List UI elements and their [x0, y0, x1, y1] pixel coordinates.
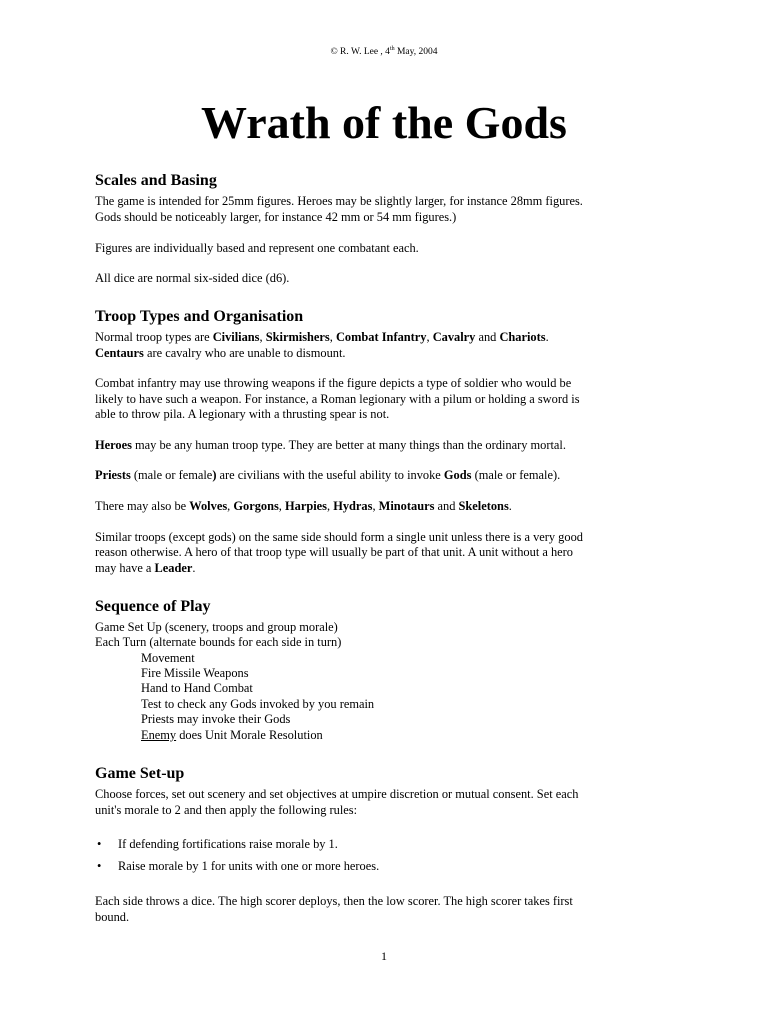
text-span: ,	[327, 499, 334, 513]
heading-game-setup: Game Set-up	[95, 765, 185, 782]
priests-paragraph	[95, 468, 560, 483]
term-gods: Gods	[443, 468, 472, 482]
term-chariots: Chariots	[499, 330, 546, 344]
sequence-turn-line: Each Turn (alternate bounds for each side in turn)	[95, 635, 342, 649]
scales-paragraph-1-line-2: Gods should be noticeably larger, for instance 42 mm or 54 mm figures.)	[95, 210, 457, 224]
page-number: 1	[381, 949, 387, 963]
term-gorgons: Gorgons	[233, 499, 279, 513]
copyright-prefix: © R. W. Lee , 4	[330, 47, 390, 58]
sequence-setup-line: Game Set Up (scenery, troops and group morale)	[95, 620, 338, 634]
text-span: .	[545, 330, 549, 344]
sequence-step: Hand to Hand Combat	[141, 681, 253, 695]
setup-paragraph-2-line-1: Each side throws a dice. The high scorer deploys, then the low scorer. The high scorer takes first	[95, 894, 573, 908]
text-span: ,	[259, 330, 266, 344]
text-span: ,	[278, 499, 285, 513]
sequence-step: Test to check any Gods invoked by you remain	[141, 697, 375, 711]
sequence-step: Priests may invoke their Gods	[141, 712, 291, 726]
text-span: ,	[329, 330, 336, 344]
troop-types-line-2	[95, 346, 346, 361]
sequence-step: Fire Missile Weapons	[141, 666, 249, 680]
document-title: Wrath of the Gods	[201, 97, 567, 148]
term-cavalry: Cavalry	[432, 330, 476, 344]
scales-paragraph-2: Figures are individually based and represent one combatant each.	[95, 241, 419, 255]
text-span: may be any human troop type. They are better at many things than the ordinary mortal.	[131, 438, 566, 452]
sequence-step: Movement	[141, 651, 195, 665]
term-combat-infantry: Combat Infantry	[335, 330, 427, 344]
setup-bullet-item: Raise morale by 1 for units with one or more heroes.	[118, 859, 380, 873]
text-span: are civilians with the useful ability to invoke	[216, 468, 444, 482]
creatures-paragraph	[95, 499, 512, 514]
setup-bullet-item: If defending fortifications raise morale by 1.	[118, 837, 338, 851]
text-span: and	[434, 499, 459, 513]
text-span: .	[508, 499, 512, 513]
setup-paragraph-2-line-2: bound.	[95, 910, 130, 924]
text-span: There may also be	[95, 499, 190, 513]
term-heroes: Heroes	[95, 438, 132, 452]
heading-sequence-of-play: Sequence of Play	[95, 598, 211, 615]
term-civilians: Civilians	[212, 330, 260, 344]
term-skirmishers: Skirmishers	[265, 330, 330, 344]
term-minotaurs: Minotaurs	[378, 499, 435, 513]
copyright-suffix: May, 2004	[394, 47, 438, 58]
heading-troop-types: Troop Types and Organisation	[95, 308, 304, 325]
term-wolves: Wolves	[189, 499, 228, 513]
scales-paragraph-3: All dice are normal six-sided dice (d6).	[95, 271, 290, 285]
text-bold: )	[212, 468, 217, 482]
text-span: .	[192, 561, 196, 575]
text-span: Normal troop types are	[95, 330, 213, 344]
term-skeletons: Skeletons	[458, 499, 509, 513]
text-span: (male or female).	[471, 468, 561, 482]
term-centaurs: Centaurs	[95, 346, 144, 360]
term-harpies: Harpies	[285, 499, 327, 513]
term-hydras: Hydras	[333, 499, 373, 513]
similar-troops-line-3	[95, 561, 195, 576]
combat-infantry-line-2: likely to have such a weapon. For instance, a Roman legionary with a pilum or holding a sword is	[95, 392, 580, 406]
setup-paragraph-1-line-1: Choose forces, set out scenery and set objectives at umpire discretion or mutual consent. Set each	[95, 787, 579, 801]
bullet-icon: •	[97, 859, 102, 873]
troop-types-line-1	[95, 330, 549, 345]
text-span: ,	[227, 499, 234, 513]
text-span: does Unit Morale Resolution	[176, 728, 323, 742]
copyright-line	[0, 43, 768, 58]
heroes-paragraph	[95, 438, 566, 453]
heading-scales-and-basing: Scales and Basing	[95, 172, 217, 189]
combat-infantry-line-3: able to throw pila. A legionary with a thrusting spear is not.	[95, 407, 390, 421]
text-span: (male or female	[130, 468, 213, 482]
term-enemy: Enemy	[141, 728, 177, 742]
text-span: ,	[372, 499, 379, 513]
text-span: and	[475, 330, 500, 344]
similar-troops-line-1: Similar troops (except gods) on the same side should form a single unit unless there is a very good	[95, 530, 583, 544]
term-leader: Leader	[154, 561, 193, 575]
text-span: are cavalry who are unable to dismount.	[143, 346, 346, 360]
copyright-superscript: th	[389, 46, 395, 52]
scales-paragraph-1-line-1: The game is intended for 25mm figures. Heroes may be slightly larger, for instance 28mm figures.	[95, 194, 583, 208]
setup-paragraph-1-line-2: unit's morale to 2 and then apply the following rules:	[95, 803, 358, 817]
sequence-step-morale	[141, 728, 323, 743]
text-span: may have a	[95, 561, 155, 575]
similar-troops-line-2: reason otherwise. A hero of that troop type will usually be part of that unit. A unit without a hero	[95, 545, 573, 559]
combat-infantry-line-1: Combat infantry may use throwing weapons if the figure depicts a type of soldier who would be	[95, 376, 572, 390]
text-span: ,	[426, 330, 433, 344]
term-priests: Priests	[95, 468, 131, 482]
bullet-icon: •	[97, 837, 102, 851]
